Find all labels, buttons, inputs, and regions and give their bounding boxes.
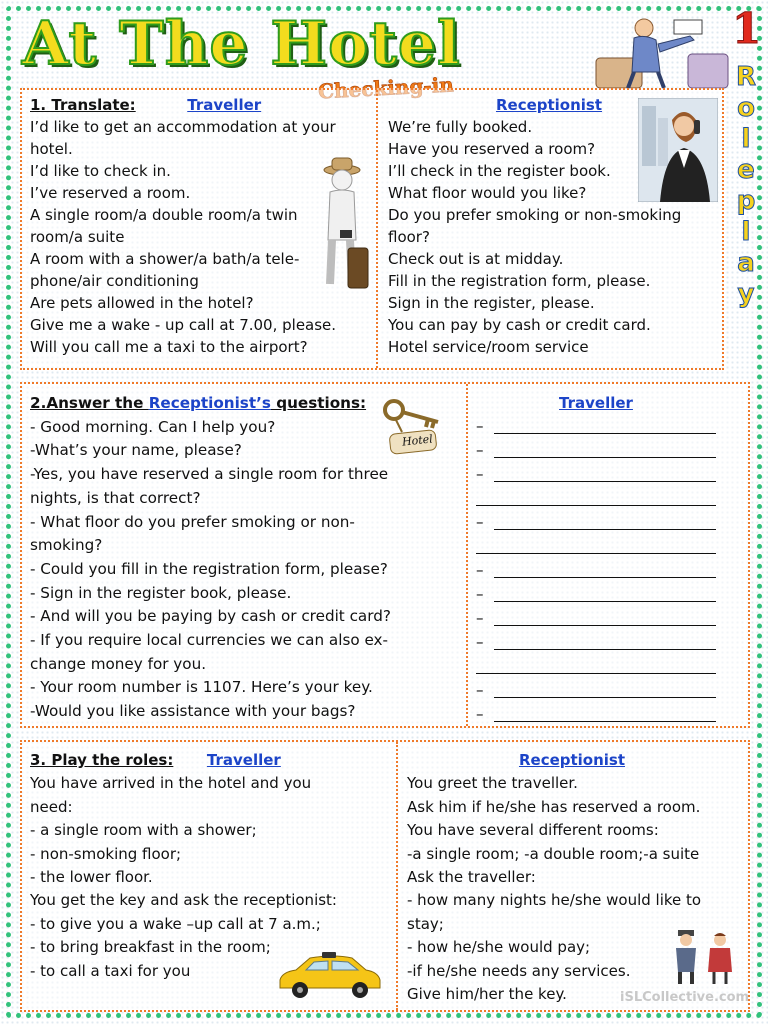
play-receptionist-label: Receptionist — [518, 751, 626, 769]
play-receptionist-line: Give him/her the key. — [407, 985, 567, 1004]
answer-heading-suffix: questions: — [270, 394, 367, 412]
play-receptionist-line: - how he/she would pay; — [407, 938, 591, 957]
answer-blank[interactable] — [476, 607, 716, 631]
answer-line — [494, 625, 716, 626]
receptionist-question: - And will you be paying by cash or credit card? — [30, 607, 391, 626]
play-receptionist-line: Ask the traveller: — [407, 868, 536, 887]
play-receptionist-line: -a single room; -a double room;-a suite — [407, 844, 700, 863]
receptionist-question: - What floor do you prefer smoking or non- — [30, 512, 355, 531]
answer-blank-continuation[interactable] — [476, 535, 716, 559]
page-title: At The Hotel — [22, 9, 461, 79]
answer-blank[interactable] — [476, 463, 716, 487]
receptionist-question: -What’s your name, please? — [30, 441, 242, 460]
receptionist-question: - Could you fill in the registration form, please? — [30, 559, 388, 578]
translate-receptionist-line: Have you reserved a room? — [388, 140, 596, 158]
answer-blank[interactable] — [476, 439, 716, 463]
answer-line — [476, 505, 716, 506]
hotel-key-tag-text: Hotel — [401, 432, 434, 449]
side-letter: a — [737, 248, 755, 278]
traveller-luggage-illustration — [594, 14, 730, 90]
translate-traveller-line: Will you call me a taxi to the airport? — [30, 338, 308, 356]
translate-receptionist-line: You can pay by cash or credit card. — [388, 316, 651, 334]
translate-heading-row — [30, 94, 370, 116]
answer-blank[interactable] — [476, 679, 716, 703]
play-receptionist-line: stay; — [407, 914, 444, 933]
worksheet-number: 1 — [732, 4, 762, 53]
answer-line — [494, 433, 716, 434]
receptionist-question: change money for you. — [30, 654, 207, 673]
play-traveller-line: - a single room with a shower; — [30, 821, 257, 840]
play-traveller-line: - to call a taxi for you — [30, 961, 191, 980]
section-play-roles-divider — [396, 742, 398, 1010]
answer-line — [494, 529, 716, 530]
translate-traveller-line: hotel. — [30, 140, 73, 158]
receptionist-photo — [638, 98, 718, 202]
play-traveller-label: Traveller — [206, 751, 281, 769]
hotel-key-icon — [380, 396, 450, 458]
play-traveller-line: - to give you a wake –up call at 7 a.m.; — [30, 914, 321, 933]
translate-traveller-line: Are pets allowed in the hotel? — [30, 294, 254, 312]
play-receptionist-line: Ask him if he/she has reserved a room. — [407, 797, 701, 816]
receptionist-question: - Your room number is 1107. Here’s your key. — [30, 678, 373, 697]
translate-receptionist-line: Hotel service/room service — [388, 338, 589, 356]
answer-dash: – — [476, 513, 484, 531]
answer-dash: – — [476, 465, 484, 483]
play-traveller-line: You get the key and ask the receptionist: — [30, 891, 337, 910]
answer-line — [494, 721, 716, 722]
taxi-illustration — [274, 950, 384, 1000]
answer-dash: – — [476, 609, 484, 627]
play-heading-row — [30, 749, 392, 772]
side-letter: y — [737, 279, 755, 309]
translate-receptionist-label: Receptionist — [495, 96, 603, 114]
translate-traveller-line: A room with a shower/a bath/a tele- — [30, 250, 300, 268]
answer-dash: – — [476, 417, 484, 435]
answer-dash: – — [476, 561, 484, 579]
translate-heading: 1. Translate: — [30, 96, 136, 114]
translate-receptionist-line: What floor would you like? — [388, 184, 587, 202]
receptionist-question: -Yes, you have reserved a single room for three — [30, 465, 389, 484]
answer-blank-continuation[interactable] — [476, 487, 716, 511]
receptionist-question: - If you require local currencies we can also ex- — [30, 631, 389, 650]
answer-line — [494, 697, 716, 698]
translate-traveller-line: room/a suite — [30, 228, 125, 246]
receptionist-question: nights, is that correct? — [30, 488, 201, 507]
play-traveller-column — [30, 749, 392, 983]
side-letter: l — [741, 217, 751, 247]
side-letter: p — [736, 186, 756, 216]
translate-receptionist-line: Fill in the registration form, please. — [388, 272, 651, 290]
play-traveller-line: - the lower floor. — [30, 868, 153, 887]
answer-dash: – — [476, 441, 484, 459]
translate-receptionist-line: Sign in the register, please. — [388, 294, 595, 312]
answer-line — [476, 673, 716, 674]
translate-traveller-line: Give me a wake - up call at 7.00, please. — [30, 316, 337, 334]
play-receptionist-line: You greet the traveller. — [407, 774, 578, 793]
play-traveller-line: You have arrived in the hotel and you — [30, 774, 312, 793]
answer-traveller-column — [476, 392, 716, 727]
answer-blank-continuation[interactable] — [476, 655, 716, 679]
answer-dash: – — [476, 585, 484, 603]
play-receptionist-line: - how many nights he/she would like to — [407, 891, 702, 910]
answer-dash: – — [476, 705, 484, 723]
translate-receptionist-line: floor? — [388, 228, 430, 246]
answer-blank[interactable] — [476, 511, 716, 535]
answer-heading-role: Receptionist’s — [148, 394, 271, 412]
receptionist-question: - Good morning. Can I help you? — [30, 417, 276, 436]
answer-blank[interactable] — [476, 415, 716, 439]
answer-blank[interactable] — [476, 631, 716, 655]
play-receptionist-heading-row — [407, 749, 737, 772]
side-letter: R — [735, 62, 757, 92]
play-traveller-line: - non-smoking floor; — [30, 844, 182, 863]
side-letter: e — [737, 155, 755, 185]
translate-traveller-line: I’d like to get an accommodation at your — [30, 118, 336, 136]
answer-line — [494, 649, 716, 650]
play-receptionist-line: -if he/she needs any services. — [407, 961, 631, 980]
play-traveller-line: - to bring breakfast in the room; — [30, 938, 271, 957]
answer-line — [494, 481, 716, 482]
play-traveller-line: need: — [30, 797, 73, 816]
answer-line — [494, 601, 716, 602]
answer-traveller-label: Traveller — [559, 394, 633, 412]
receptionist-question: smoking? — [30, 536, 103, 555]
side-word-roleplay — [734, 62, 758, 310]
translate-receptionist-line: Check out is at midday. — [388, 250, 564, 268]
play-heading: 3. Play the roles: — [30, 751, 174, 769]
play-receptionist-line: You have several different rooms: — [407, 821, 659, 840]
section-translate-divider — [376, 90, 378, 368]
hotel-staff-illustration — [672, 928, 738, 986]
translate-traveller-line: A single room/a double room/a twin — [30, 206, 298, 224]
translate-traveller-line: I’ve reserved a room. — [30, 184, 191, 202]
translate-traveller-line: phone/air conditioning — [30, 272, 199, 290]
answer-heading-prefix: 2.Answer the — [30, 394, 149, 412]
receptionist-question: - Sign in the register book, please. — [30, 583, 292, 602]
receptionist-question: -Would you like assistance with your bags? — [30, 702, 356, 721]
translate-receptionist-line: I’ll check in the register book. — [388, 162, 611, 180]
site-watermark: iSLCollective.com — [620, 990, 750, 1005]
traveller-figure-illustration — [316, 156, 372, 294]
answer-line — [476, 553, 716, 554]
answer-line — [494, 457, 716, 458]
answer-dash: – — [476, 633, 484, 651]
side-letter: l — [741, 124, 751, 154]
section-answer-divider — [466, 384, 468, 726]
answer-blank[interactable] — [476, 703, 716, 727]
answer-blank[interactable] — [476, 559, 716, 583]
answer-traveller-heading-row — [476, 392, 716, 415]
translate-receptionist-line: Do you prefer smoking or non-smoking — [388, 206, 682, 224]
translate-traveller-label: Traveller — [187, 96, 262, 114]
answer-dash: – — [476, 681, 484, 699]
translate-traveller-line: I’d like to check in. — [30, 162, 171, 180]
side-letter: o — [737, 93, 755, 123]
answer-blank[interactable] — [476, 583, 716, 607]
translate-receptionist-line: We’re fully booked. — [388, 118, 533, 136]
answer-line — [494, 577, 716, 578]
